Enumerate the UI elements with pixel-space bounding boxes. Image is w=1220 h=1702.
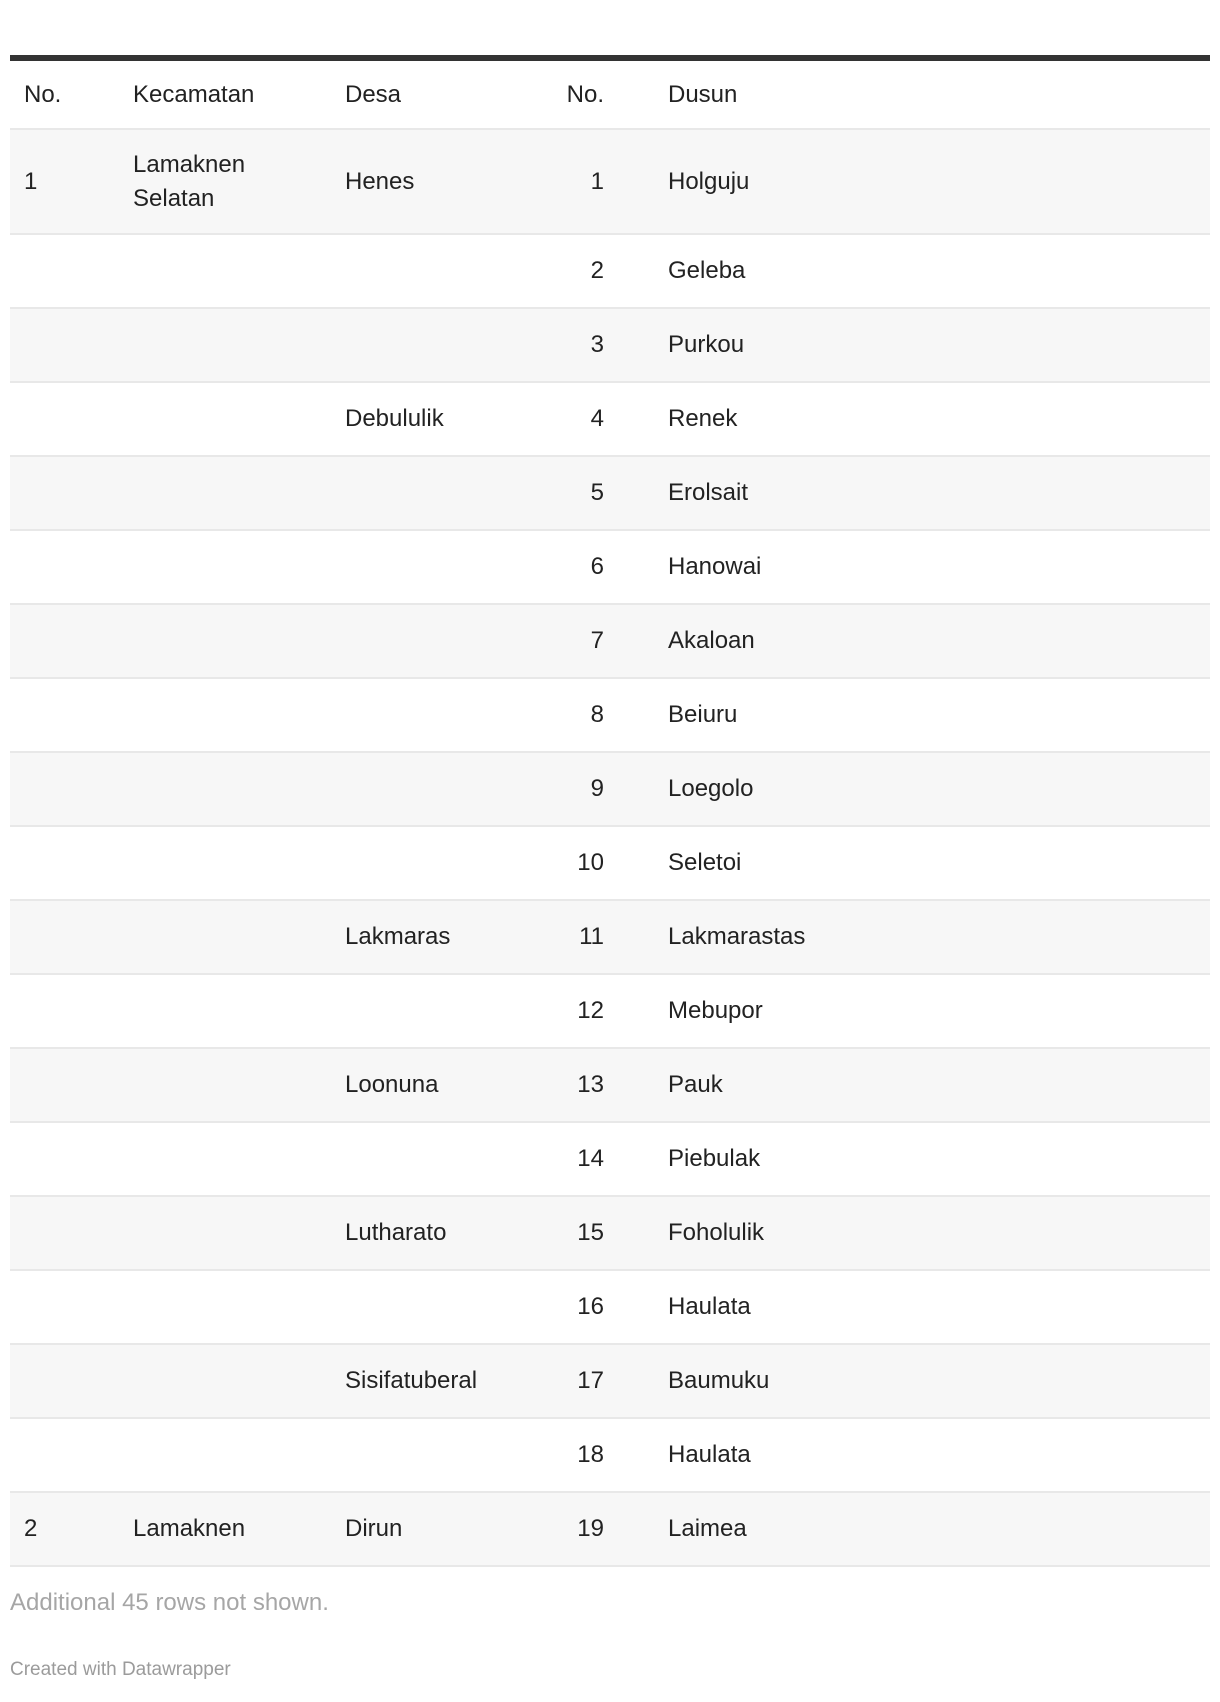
cell-desa — [331, 1122, 543, 1196]
cell-no-kecamatan — [10, 974, 119, 1048]
cell-dusun: Laimea — [668, 1515, 747, 1543]
cell-no-kecamatan — [10, 900, 119, 974]
cell-dusun: Lakmarastas — [668, 923, 806, 951]
cell-no-dusun: 13 — [577, 1071, 604, 1099]
cell-kecamatan: Lamaknen Selatan — [133, 150, 246, 212]
cell-kecamatan — [119, 1344, 331, 1418]
cell-no-dusun: 17 — [577, 1367, 604, 1395]
cell-desa — [331, 1270, 543, 1344]
cell-no-kecamatan — [10, 678, 119, 752]
cell-no-dusun: 4 — [590, 405, 604, 433]
cell-dusun: Piebulak — [668, 1145, 761, 1173]
cell-no-kecamatan — [10, 604, 119, 678]
table-row — [10, 234, 1210, 308]
cell-no-dusun: 5 — [590, 479, 604, 507]
cell-no-dusun: 7 — [590, 627, 604, 655]
cell-dusun: Renek — [668, 405, 738, 433]
cell-kecamatan — [119, 826, 331, 900]
cell-desa — [331, 604, 543, 678]
cell-no-dusun: 9 — [590, 775, 604, 803]
cell-dusun: Geleba — [668, 257, 746, 285]
cell-no-kecamatan: 1 — [24, 167, 38, 195]
cell-kecamatan — [119, 456, 331, 530]
column-header-kecamatan: Kecamatan — [133, 80, 255, 108]
cell-no-kecamatan — [10, 1122, 119, 1196]
table-row — [10, 974, 1210, 1048]
cell-desa: Lutharato — [345, 1219, 447, 1247]
column-header-dusun: Dusun — [668, 80, 738, 108]
cell-no-dusun: 15 — [577, 1219, 604, 1247]
cell-dusun: Holguju — [668, 167, 750, 195]
cell-desa — [331, 1418, 543, 1492]
cell-dusun: Foholulik — [668, 1219, 765, 1247]
column-header-no-kecamatan: No. — [24, 80, 62, 108]
cell-kecamatan — [119, 604, 331, 678]
cell-desa: Debululik — [345, 405, 444, 433]
cell-no-kecamatan — [10, 1418, 119, 1492]
table-row — [10, 900, 1210, 974]
cell-kecamatan — [119, 1122, 331, 1196]
cell-dusun: Purkou — [668, 331, 745, 359]
cell-dusun: Haulata — [668, 1293, 751, 1321]
cell-no-kecamatan — [10, 234, 119, 308]
cell-desa — [331, 752, 543, 826]
cell-desa — [331, 826, 543, 900]
cell-no-dusun: 18 — [577, 1441, 604, 1469]
cell-desa — [331, 974, 543, 1048]
cell-desa — [331, 678, 543, 752]
table-row — [10, 1492, 1210, 1566]
cell-kecamatan — [119, 308, 331, 382]
table-header — [10, 58, 1210, 129]
cell-kecamatan — [119, 1048, 331, 1122]
cell-kecamatan — [119, 974, 331, 1048]
cell-dusun: Beiuru — [668, 701, 738, 729]
cell-kecamatan — [119, 234, 331, 308]
cell-no-kecamatan — [10, 752, 119, 826]
table-row — [10, 308, 1210, 382]
header-row — [10, 58, 1210, 129]
cell-dusun: Pauk — [668, 1071, 723, 1099]
cell-no-dusun: 16 — [577, 1293, 604, 1321]
cell-kecamatan — [119, 530, 331, 604]
cell-no-kecamatan — [10, 308, 119, 382]
cell-dusun: Akaloan — [668, 627, 755, 655]
cell-dusun: Erolsait — [668, 479, 749, 507]
cell-no-dusun: 14 — [577, 1145, 604, 1173]
rows-not-shown-note: Additional 45 rows not shown. — [10, 1589, 329, 1616]
cell-no-kecamatan — [10, 1048, 119, 1122]
table-row — [10, 1344, 1210, 1418]
column-header-desa: Desa — [345, 80, 402, 108]
table-row — [10, 678, 1210, 752]
cell-dusun: Loegolo — [668, 775, 754, 803]
cell-kecamatan — [119, 1196, 331, 1270]
cell-no-kecamatan — [10, 530, 119, 604]
cell-no-dusun: 12 — [577, 997, 604, 1025]
cell-no-dusun: 11 — [579, 923, 604, 951]
table-row — [10, 1122, 1210, 1196]
cell-no-dusun: 6 — [590, 553, 604, 581]
cell-dusun: Seletoi — [668, 849, 742, 877]
cell-no-kecamatan — [10, 1344, 119, 1418]
cell-kecamatan — [119, 900, 331, 974]
table-row — [10, 1270, 1210, 1344]
cell-dusun: Hanowai — [668, 553, 762, 581]
table-body — [10, 129, 1210, 1566]
cell-kecamatan — [119, 752, 331, 826]
table-row — [10, 752, 1210, 826]
cell-no-kecamatan — [10, 456, 119, 530]
table-row — [10, 1048, 1210, 1122]
table-row — [10, 382, 1210, 456]
cell-no-dusun: 19 — [577, 1515, 604, 1543]
cell-no-kecamatan — [10, 1270, 119, 1344]
column-header-no-dusun: No. — [566, 80, 604, 108]
cell-no-kecamatan — [10, 1196, 119, 1270]
cell-desa: Lakmaras — [345, 923, 451, 951]
cell-desa — [331, 308, 543, 382]
cell-desa — [331, 530, 543, 604]
cell-kecamatan — [119, 1270, 331, 1344]
table-row — [10, 530, 1210, 604]
cell-kecamatan — [119, 382, 331, 456]
cell-desa — [331, 234, 543, 308]
cell-no-dusun: 1 — [590, 167, 604, 195]
cell-desa: Henes — [345, 167, 415, 195]
table-row — [10, 129, 1210, 234]
cell-no-dusun: 8 — [590, 701, 604, 729]
table-row — [10, 456, 1210, 530]
cell-dusun: Mebupor — [668, 997, 763, 1025]
table-row — [10, 604, 1210, 678]
cell-desa: Sisifatuberal — [345, 1367, 478, 1395]
datawrapper-credit[interactable]: Created with Datawrapper — [10, 1659, 231, 1680]
cell-no-kecamatan: 2 — [24, 1515, 38, 1543]
dusun-table — [10, 55, 1210, 1567]
cell-desa: Loonuna — [345, 1071, 439, 1099]
cell-kecamatan: Lamaknen — [133, 1515, 246, 1543]
cell-desa — [331, 456, 543, 530]
cell-dusun: Haulata — [668, 1441, 751, 1469]
cell-no-dusun: 3 — [590, 331, 604, 359]
cell-kecamatan — [119, 1418, 331, 1492]
cell-desa: Dirun — [345, 1515, 403, 1543]
cell-no-kecamatan — [10, 382, 119, 456]
cell-dusun: Baumuku — [668, 1367, 770, 1395]
cell-no-dusun: 2 — [590, 257, 604, 285]
cell-no-dusun: 10 — [577, 849, 604, 877]
table-row — [10, 1418, 1210, 1492]
table-row — [10, 826, 1210, 900]
table-row — [10, 1196, 1210, 1270]
cell-kecamatan — [119, 678, 331, 752]
cell-no-kecamatan — [10, 826, 119, 900]
